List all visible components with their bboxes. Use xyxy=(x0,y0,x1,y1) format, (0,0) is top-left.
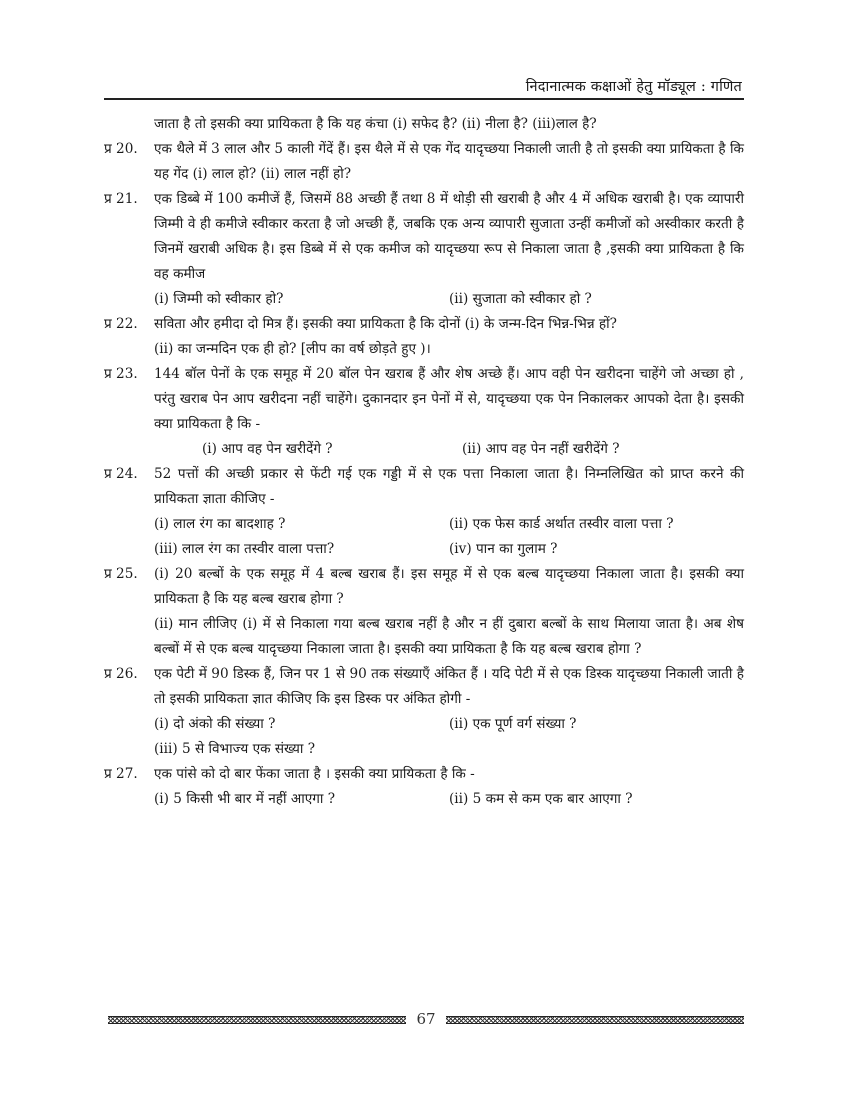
question-text: (i) 20 बल्बों के एक समूह में 4 बल्ब खराब हैं। इस समूह में से एक बल्ब यादृच्छया निकाला जाता है। इसकी क्या प्रायिकता है कि यह बल्ब खराब होगा ? xyxy=(154,566,744,607)
option: (ii) 5 कम से कम एक बार आएगा ? xyxy=(449,791,633,807)
question-number: प्र 26. xyxy=(104,666,138,682)
option: (ii) आप वह पेन नहीं खरीदेंगे ? xyxy=(462,441,620,457)
question-number: प्र 22. xyxy=(104,316,138,332)
question-24 xyxy=(104,462,744,562)
question-text: एक पेटी में 90 डिस्क हैं, जिन पर 1 से 90 तक संख्याएँ अंकित हैं । यदि पेटी में से एक डिस्क यादृच्छया निकाली जाती है तो इसकी प्रायिकता ज्ञात कीजिए कि इस डिस्क पर अंकित होगी - xyxy=(154,666,744,707)
question-number: प्र 21. xyxy=(104,191,138,207)
option: (ii) एक फेस कार्ड अर्थात तस्वीर वाला पत्ता ? xyxy=(449,516,674,532)
question-text: सविता और हमीदा दो मित्र हैं। इसकी क्या प्रायिकता है कि दोनों (i) के जन्म-दिन भिन्न-भिन्न हों? xyxy=(154,316,617,332)
footer-ornament-right xyxy=(446,1016,744,1024)
option: (i) जिम्मी को स्वीकार हो? xyxy=(154,291,284,307)
question-subline: (ii) का जन्मदिन एक ही हो? [लीप का वर्ष छोड़ते हुए )। xyxy=(154,341,431,357)
continuation-line xyxy=(104,112,744,137)
option: (iv) पान का गुलाम ? xyxy=(449,541,558,557)
page-header xyxy=(104,70,742,96)
option: (ii) एक पूर्ण वर्ग संख्या ? xyxy=(449,716,577,732)
question-list xyxy=(104,112,744,812)
option: (iii) 5 से विभाज्य एक संख्या ? xyxy=(154,741,316,757)
question-number: प्र 20. xyxy=(104,141,138,157)
option: (i) दो अंको की संख्या ? xyxy=(154,716,276,732)
option: (i) 5 किसी भी बार में नहीं आएगा ? xyxy=(154,791,336,807)
question-number: प्र 23. xyxy=(104,366,138,382)
question-text: एक थैले में 3 लाल और 5 काली गेंदें हैं। इस थैले में से एक गेंद यादृच्छया निकाली जाती है तो इसकी क्या प्रायिकता है कि यह गेंद (i) लाल हो? (ii) लाल नहीं हो? xyxy=(154,141,744,182)
question-number: प्र 24. xyxy=(104,466,138,482)
header-title: निदानात्मक कक्षाओं हेतु मॉड्यूल : गणित xyxy=(525,79,742,95)
option-row xyxy=(154,437,744,462)
question-21 xyxy=(104,187,744,312)
option-row xyxy=(154,537,744,562)
option-row xyxy=(154,512,744,537)
question-part-2: (ii) मान लीजिए (i) में से निकाला गया बल्ब खराब नहीं है और न हीं दुबारा बल्बों के साथ मिलाया जाता है। अब शेष बल्बों में से एक बल्ब यादृच्छया निकाला जाता है। इसकी क्या प्रायिकता है कि यह बल्ब खराब होगा ? xyxy=(154,616,744,657)
option: (ii) सुजाता को स्वीकार हो ? xyxy=(449,291,592,307)
option: (iii) लाल रंग का तस्वीर वाला पत्ता? xyxy=(154,541,335,557)
option: (i) लाल रंग का बादशाह ? xyxy=(154,516,286,532)
continuation-text: जाता है तो इसकी क्या प्रायिकता है कि यह कंचा (i) सफेद है? (ii) नीला है? (iii)लाल है? xyxy=(154,116,597,132)
question-text: 52 पत्तों की अच्छी प्रकार से फेंटी गई एक गड्डी में से एक पत्ता निकाला जाता है। निम्नलिखित को प्राप्त करने की प्रायिकता ज्ञाता कीजिए - xyxy=(154,466,744,507)
question-22 xyxy=(104,312,744,362)
page-number: 67 xyxy=(416,1010,436,1028)
question-26 xyxy=(104,662,744,762)
question-27 xyxy=(104,762,744,812)
question-25 xyxy=(104,562,744,662)
option-row xyxy=(154,712,744,737)
question-text: एक पांसे को दो बार फेंका जाता है । इसकी क्या प्रायिकता है कि - xyxy=(154,766,475,782)
option: (i) आप वह पेन खरीदेंगे ? xyxy=(202,441,333,457)
question-number: प्र 27. xyxy=(104,766,138,782)
question-text: एक डिब्बे में 100 कमीजें हैं, जिसमें 88 अच्छी हैं तथा 8 में थोड़ी सी खराबी है और 4 में अधिक खराबी है। एक व्यापारी जिम्मी वे ही कमीजे स्वीकार करता है जो अच्छी हैं, जबकि एक अन्य व्यापारी सुजाता उन्हीं कमीजों को अस्वीकार करती है जिनमें खराबी अधिक है। इस डिब्बे में से एक कमीज को यादृच्छया रूप से निकाला जाता है ,इसकी क्या प्रायिकता है कि वह कमीज xyxy=(154,191,744,282)
question-text: 144 बॉल पेनों के एक समूह में 20 बॉल पेन खराब हैं और शेष अच्छे हैं। आप वही पेन खरीदना चाहेंगे जो अच्छा हो , परंतु खराब पेन आप खरीदना नहीं चाहेंगे। दुकानदार इन पेनों में से, यादृच्छया एक पेन निकालकर आपको देता है। इसकी क्या प्रायिकता है कि - xyxy=(154,366,744,432)
header-rule xyxy=(104,98,744,100)
question-number: प्र 25. xyxy=(104,566,138,582)
question-23 xyxy=(104,362,744,462)
question-20 xyxy=(104,137,744,187)
page-footer xyxy=(108,1010,744,1030)
option-row xyxy=(154,787,744,812)
footer-ornament-left xyxy=(108,1016,406,1024)
option-row xyxy=(154,287,744,312)
